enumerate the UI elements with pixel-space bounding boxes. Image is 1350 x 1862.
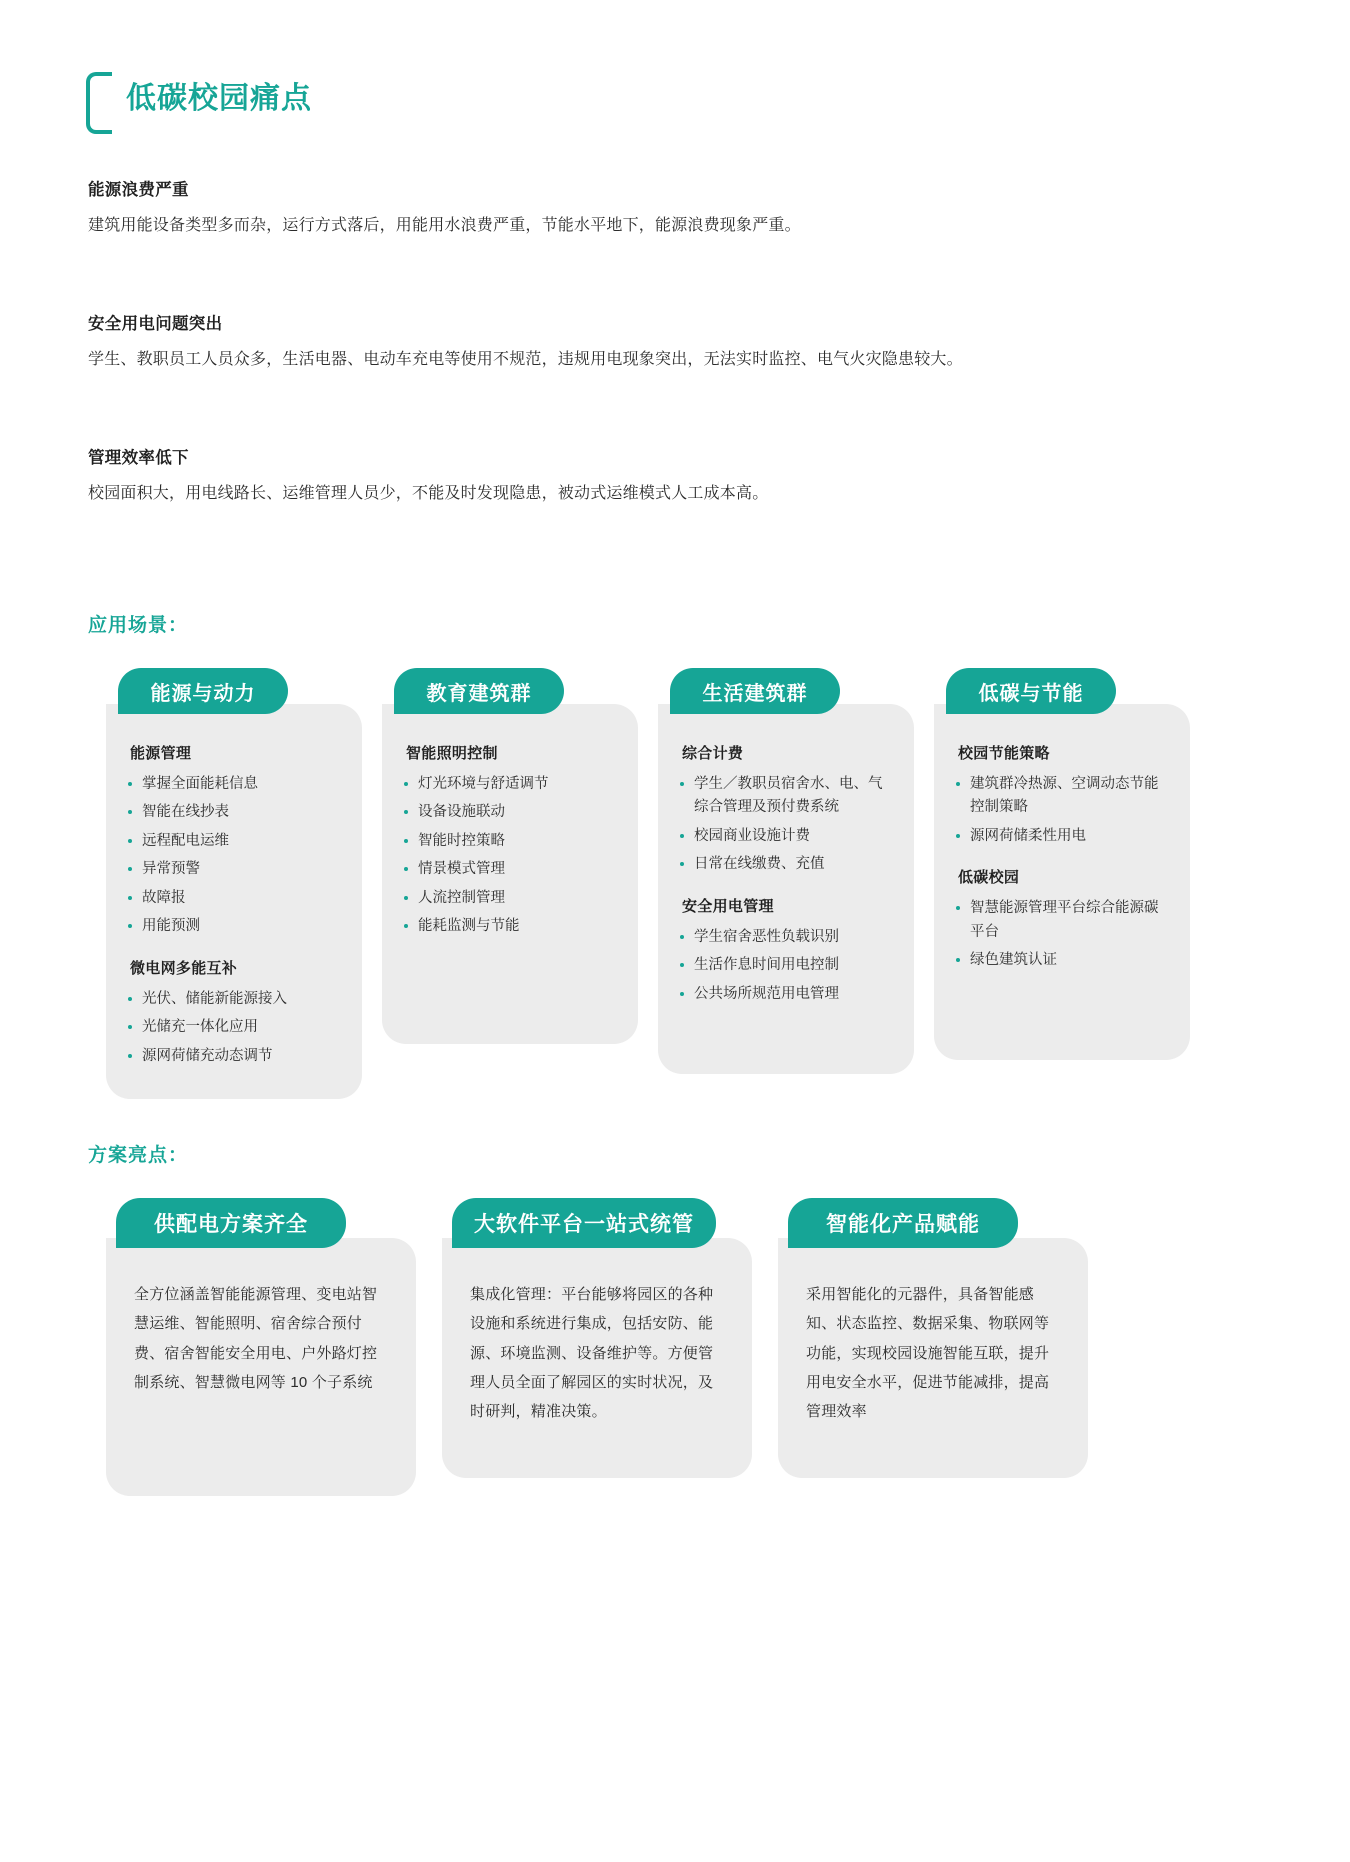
highlight-card-text: 全方位涵盖智能能源管理、变电站智慧运维、智能照明、宿舍综合预付费、宿舍智能安全用电、户外路灯控制系统、智慧微电网等 10 个子系统 bbox=[106, 1238, 416, 1496]
highlights-card-row bbox=[106, 1198, 1088, 1496]
scene-group-list bbox=[128, 773, 344, 939]
scene-group-list bbox=[404, 773, 620, 939]
pain-point-desc: 学生、教职员工人员众多，生活电器、电动车充电等使用不规范，违规用电现象突出，无法实时监控、电气火灾隐患较大。 bbox=[88, 351, 963, 368]
highlight-card-title: 大软件平台一站式统管 bbox=[452, 1198, 716, 1248]
list-item: 建筑群冷热源、空调动态节能控制策略 bbox=[956, 773, 1172, 820]
scene-card bbox=[382, 668, 638, 1099]
list-item: 光伏、储能新能源接入 bbox=[128, 988, 344, 1011]
scene-group-title: 校园节能策略 bbox=[958, 745, 1050, 762]
list-item: 灯光环境与舒适调节 bbox=[404, 773, 620, 796]
scene-card bbox=[106, 668, 362, 1099]
bracket-decoration-icon bbox=[86, 72, 112, 134]
scene-card bbox=[934, 668, 1190, 1099]
pain-point-title: 能源浪费严重 bbox=[88, 181, 189, 199]
list-item: 掌握全面能耗信息 bbox=[128, 773, 344, 796]
scene-group-title: 低碳校园 bbox=[958, 869, 1020, 887]
scene-card-title: 生活建筑群 bbox=[670, 668, 840, 714]
scene-card-body bbox=[934, 704, 1190, 1060]
highlight-card bbox=[442, 1198, 752, 1496]
list-item: 校园商业设施计费 bbox=[680, 825, 896, 848]
pain-points-section bbox=[88, 176, 1268, 578]
pain-point-desc: 校园面积大，用电线路长、运维管理人员少，不能及时发现隐患，被动式运维模式人工成本高。 bbox=[88, 485, 769, 502]
highlight-card bbox=[778, 1198, 1088, 1496]
list-item: 远程配电运维 bbox=[128, 830, 344, 853]
scene-group-list bbox=[680, 773, 896, 877]
list-item: 源网荷储柔性用电 bbox=[956, 825, 1172, 848]
highlight-card bbox=[106, 1198, 416, 1496]
pain-point-desc: 建筑用能设备类型多而杂，运行方式落后，用能用水浪费严重，节能水平地下，能源浪费现象严重。 bbox=[88, 217, 801, 234]
scene-card-title: 能源与动力 bbox=[118, 668, 288, 714]
highlight-card-title: 智能化产品赋能 bbox=[788, 1198, 1018, 1248]
list-item: 能耗监测与节能 bbox=[404, 915, 620, 938]
list-item: 生活作息时间用电控制 bbox=[680, 954, 896, 977]
scene-card bbox=[658, 668, 914, 1099]
scene-card-title: 教育建筑群 bbox=[394, 668, 564, 714]
page-title: 低碳校园痛点 bbox=[126, 82, 312, 115]
scene-group-title: 微电网多能互补 bbox=[130, 959, 238, 977]
scene-group-list bbox=[956, 897, 1172, 972]
highlight-card-title: 供配电方案齐全 bbox=[116, 1198, 346, 1248]
list-item: 情景模式管理 bbox=[404, 858, 620, 881]
list-item: 用能预测 bbox=[128, 915, 344, 938]
pain-point-block bbox=[88, 310, 1268, 372]
scene-card-body bbox=[658, 704, 914, 1074]
scene-card-body bbox=[106, 704, 362, 1099]
scene-group-title: 安全用电管理 bbox=[682, 897, 774, 915]
list-item: 智能时控策略 bbox=[404, 830, 620, 853]
list-item: 学生／教职员宿舍水、电、气综合管理及预付费系统 bbox=[680, 773, 896, 820]
list-item: 日常在线缴费、充值 bbox=[680, 853, 896, 876]
scenes-card-row bbox=[106, 668, 1190, 1099]
pain-point-block bbox=[88, 176, 1268, 238]
highlight-card-text: 集成化管理：平台能够将园区的各种设施和系统进行集成，包括安防、能源、环境监测、设备维护等。方便管理人员全面了解园区的实时状况，及时研判，精准决策。 bbox=[442, 1238, 752, 1478]
highlights-section-label: 方案亮点： bbox=[88, 1145, 189, 1166]
list-item: 绿色建筑认证 bbox=[956, 949, 1172, 972]
list-item: 异常预警 bbox=[128, 858, 344, 881]
list-item: 公共场所规范用电管理 bbox=[680, 983, 896, 1006]
scene-group-title: 综合计费 bbox=[682, 745, 744, 762]
scene-group-list bbox=[680, 926, 896, 1006]
scene-group-title: 智能照明控制 bbox=[406, 745, 498, 762]
list-item: 学生宿舍恶性负载识别 bbox=[680, 926, 896, 949]
page-header bbox=[86, 68, 312, 134]
scene-group-list bbox=[956, 773, 1172, 848]
pain-point-title: 安全用电问题突出 bbox=[88, 315, 223, 333]
scenes-section-label: 应用场景： bbox=[88, 615, 189, 636]
pain-point-block bbox=[88, 444, 1268, 506]
list-item: 源网荷储充动态调节 bbox=[128, 1045, 344, 1068]
scene-group-title: 能源管理 bbox=[130, 745, 192, 762]
list-item: 人流控制管理 bbox=[404, 887, 620, 910]
list-item: 故障报 bbox=[128, 887, 344, 910]
scene-card-title: 低碳与节能 bbox=[946, 668, 1116, 714]
scene-group-list bbox=[128, 988, 344, 1068]
list-item: 设备设施联动 bbox=[404, 801, 620, 824]
list-item: 智能在线抄表 bbox=[128, 801, 344, 824]
highlight-card-text: 采用智能化的元器件，具备智能感知、状态监控、数据采集、物联网等功能，实现校园设施智能互联，提升用电安全水平，促进节能减排，提高管理效率 bbox=[778, 1238, 1088, 1478]
list-item: 智慧能源管理平台综合能源碳平台 bbox=[956, 897, 1172, 944]
pain-point-title: 管理效率低下 bbox=[88, 449, 189, 467]
list-item: 光储充一体化应用 bbox=[128, 1016, 344, 1039]
scene-card-body bbox=[382, 704, 638, 1044]
